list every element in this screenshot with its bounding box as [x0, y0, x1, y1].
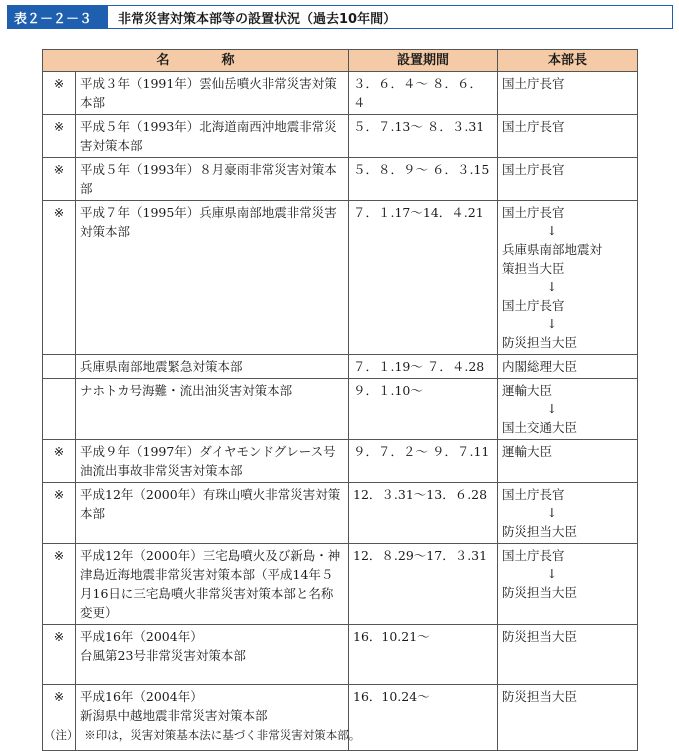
down-arrow-icon: ↓ — [546, 401, 558, 416]
setup-period: 16．10.21～ — [349, 625, 498, 685]
disaster-hq-table — [42, 49, 638, 751]
hq-chief — [498, 72, 638, 115]
hq-chief — [498, 115, 638, 158]
down-arrow-icon: ↓ — [546, 505, 558, 520]
table-row — [43, 625, 638, 685]
chief-title: 内閣総理大臣 — [502, 359, 578, 374]
table-row — [43, 158, 638, 201]
table-row — [43, 72, 638, 115]
statutory-mark: ※ — [43, 440, 76, 483]
hq-name: 平成12年（2000年）三宅島噴火及び新島・神津島近海地震非常災害対策本部（平成14年５月16日に三宅島噴火非常災害対策本部と名称変更） — [76, 544, 349, 625]
chief-title: 国土庁長官 — [502, 205, 565, 220]
table-row — [43, 440, 638, 483]
hq-chief — [498, 379, 638, 440]
chief-title: 国土庁長官 — [502, 548, 565, 563]
hq-chief — [498, 544, 638, 625]
statutory-mark — [43, 379, 76, 440]
column-header-name: 名 称 — [43, 50, 349, 72]
chief-title: 防災担当大臣 — [502, 335, 578, 350]
statutory-mark: ※ — [43, 158, 76, 201]
down-arrow-icon: ↓ — [546, 316, 558, 331]
statutory-mark: ※ — [43, 483, 76, 544]
chief-title: 国土交通大臣 — [502, 420, 578, 435]
hq-name: 平成９年（1997年）ダイヤモンドグレース号油流出事故非常災害対策本部 — [76, 440, 349, 483]
chief-title: 防災担当大臣 — [502, 689, 578, 704]
table-row — [43, 483, 638, 544]
chief-title: 国土庁長官 — [502, 162, 565, 177]
statutory-mark: ※ — [43, 201, 76, 355]
chief-title: 運輸大臣 — [502, 444, 553, 459]
statutory-mark: ※ — [43, 685, 76, 751]
statutory-mark — [43, 355, 76, 379]
hq-name: 平成16年（2004年） 台風第23号非常災害対策本部 — [76, 625, 349, 685]
chief-title: 防災担当大臣 — [502, 629, 578, 644]
footnote: （注） ※印は，災害対策基本法に基づく非常災害対策本部。 — [44, 728, 361, 742]
hq-name: 平成５年（1993年）北海道南西沖地震非常災害対策本部 — [76, 115, 349, 158]
hq-chief — [498, 625, 638, 685]
table-caption — [7, 5, 673, 29]
table-row — [43, 379, 638, 440]
chief-title: 兵庫県南部地震対策担当大臣 — [502, 242, 603, 276]
chief-title: 防災担当大臣 — [502, 524, 578, 539]
setup-period: 16．10.24～ — [349, 685, 498, 751]
chief-title: 国土庁長官 — [502, 119, 565, 134]
chief-title: 国土庁長官 — [502, 487, 565, 502]
statutory-mark: ※ — [43, 72, 76, 115]
statutory-mark: ※ — [43, 115, 76, 158]
setup-period: ９．７．２～ ９．７.11 — [349, 440, 498, 483]
setup-period: 12．３.31～13．６.28 — [349, 483, 498, 544]
hq-chief — [498, 483, 638, 544]
header-row — [43, 50, 638, 72]
column-header-chief: 本部長 — [498, 50, 638, 72]
hq-chief — [498, 158, 638, 201]
table-number: 表２－２－３ — [8, 6, 108, 28]
down-arrow-icon: ↓ — [546, 279, 558, 294]
hq-name: 兵庫県南部地震緊急対策本部 — [76, 355, 349, 379]
table-row — [43, 201, 638, 355]
setup-period: 12．８.29～17．３.31 — [349, 544, 498, 625]
chief-title: 防災担当大臣 — [502, 585, 578, 600]
hq-name: 平成７年（1995年）兵庫県南部地震非常災害対策本部 — [76, 201, 349, 355]
setup-period: ７．１.17～14．４.21 — [349, 201, 498, 355]
hq-name: 平成３年（1991年）雲仙岳噴火非常災害対策本部 — [76, 72, 349, 115]
setup-period: ７．１.19～ ７．４.28 — [349, 355, 498, 379]
hq-name: ナホトカ号海難・流出油災害対策本部 — [76, 379, 349, 440]
hq-name: 平成５年（1993年）８月豪雨非常災害対策本部 — [76, 158, 349, 201]
chief-title: 国土庁長官 — [502, 298, 565, 313]
hq-chief — [498, 201, 638, 355]
table-title: 非常災害対策本部等の設置状況（過去10年間） — [118, 11, 397, 27]
chief-title: 国土庁長官 — [502, 76, 565, 91]
setup-period: ５．８．９～ ６．３.15 — [349, 158, 498, 201]
hq-name: 平成12年（2000年）有珠山噴火非常災害対策本部 — [76, 483, 349, 544]
down-arrow-icon: ↓ — [546, 223, 558, 238]
table-row — [43, 355, 638, 379]
table-row — [43, 544, 638, 625]
down-arrow-icon: ↓ — [546, 566, 558, 581]
statutory-mark: ※ — [43, 544, 76, 625]
chief-title: 運輸大臣 — [502, 383, 553, 398]
hq-name: 平成16年（2004年） 新潟県中越地震非常災害対策本部 — [76, 685, 349, 751]
setup-period: ９．１.10～ — [349, 379, 498, 440]
setup-period: ３．６．４～ ８．６．４ — [349, 72, 498, 115]
hq-chief — [498, 355, 638, 379]
setup-period: ５．７.13～ ８．３.31 — [349, 115, 498, 158]
column-header-period: 設置期間 — [349, 50, 498, 72]
hq-chief — [498, 685, 638, 751]
statutory-mark: ※ — [43, 625, 76, 685]
hq-chief — [498, 440, 638, 483]
table-row — [43, 115, 638, 158]
